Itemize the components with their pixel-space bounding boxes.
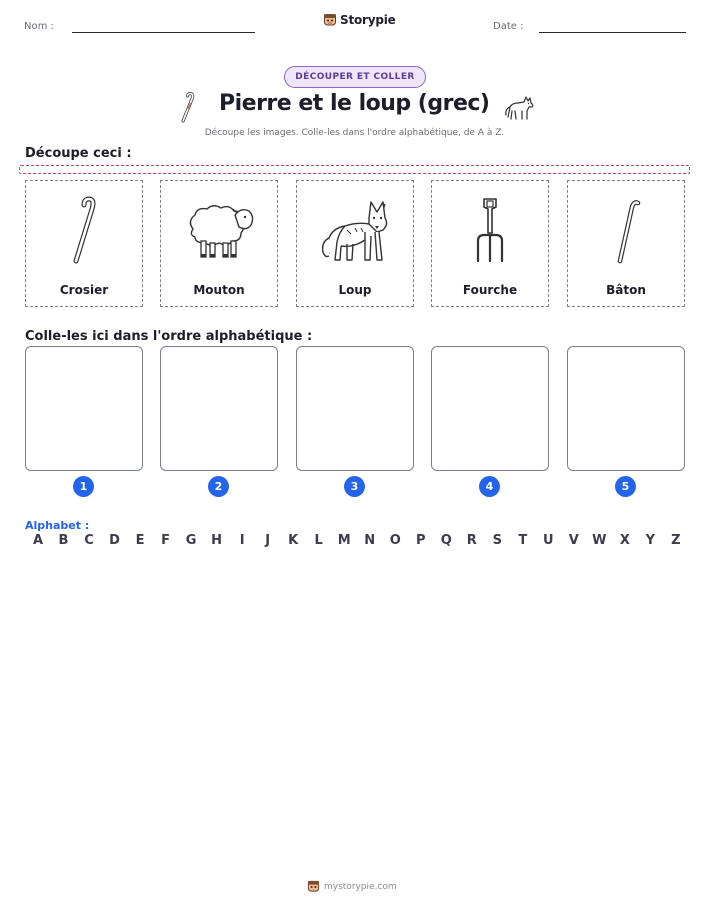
date-line[interactable] — [539, 32, 686, 33]
alphabet-letter: J — [265, 533, 271, 548]
alphabet-letter: V — [568, 533, 579, 548]
alphabet-letter: N — [364, 533, 376, 548]
instructions: Découpe les images. Colle-les dans l'ordre alphabétique, de A à Z. — [204, 128, 505, 138]
brand-name: Storypie — [340, 13, 396, 27]
alphabet-letter: K — [288, 533, 299, 548]
card-label: Mouton — [193, 283, 245, 297]
card-label: Loup — [338, 283, 372, 297]
name-line[interactable] — [72, 32, 255, 33]
alphabet-letter: F — [161, 533, 171, 548]
cut-card-fourche[interactable] — [431, 180, 549, 307]
wolf-icon — [502, 91, 536, 123]
number-badge: 5 — [615, 476, 636, 497]
pitchfork-icon — [470, 195, 510, 267]
alphabet-letter: U — [543, 533, 554, 548]
mascot-icon — [323, 13, 337, 27]
alphabet-letter: S — [492, 533, 502, 548]
cut-card-loup[interactable] — [296, 180, 414, 307]
alphabet-letter: X — [619, 533, 630, 548]
number-badge: 3 — [344, 476, 365, 497]
paste-box-1[interactable] — [25, 346, 143, 471]
cut-card-baton[interactable] — [567, 180, 685, 307]
alphabet-letter: T — [518, 533, 528, 548]
number-badge: 4 — [479, 476, 500, 497]
alphabet-title: Alphabet : — [25, 519, 90, 532]
paste-box-4[interactable] — [431, 346, 549, 471]
mascot-icon — [307, 880, 320, 893]
card-label: Fourche — [462, 283, 518, 297]
alphabet-letter: L — [314, 533, 323, 548]
paste-box-2[interactable] — [160, 346, 278, 471]
alphabet-letter: E — [135, 533, 145, 548]
alphabet-letter: M — [337, 533, 351, 548]
cut-card-mouton[interactable] — [160, 180, 278, 307]
staff-icon — [606, 195, 646, 267]
paste-box-3[interactable] — [296, 346, 414, 471]
alphabet-letter: R — [466, 533, 477, 548]
cut-card-crosier[interactable] — [25, 180, 143, 307]
cut-line — [19, 165, 690, 174]
alphabet-letter: G — [185, 533, 197, 548]
alphabet-letter: B — [58, 533, 69, 548]
alphabet-letter: A — [32, 533, 44, 548]
paste-section-title: Colle-les ici dans l'ordre alphabétique : — [25, 329, 313, 344]
paste-box-5[interactable] — [567, 346, 685, 471]
alphabet-letter: O — [389, 533, 401, 548]
crosier-icon — [178, 91, 200, 123]
number-badge: 1 — [73, 476, 94, 497]
card-label: Crosier — [59, 283, 109, 297]
cut-section-title: Découpe ceci : — [25, 146, 132, 161]
alphabet-letter: Y — [645, 533, 656, 548]
sheep-icon — [181, 199, 257, 263]
alphabet-letter: P — [415, 533, 426, 548]
name-label: Nom : — [24, 21, 54, 32]
crosier-icon — [64, 195, 104, 267]
alphabet-letter: Q — [440, 533, 452, 548]
alphabet-letter: H — [211, 533, 223, 548]
footer-site[interactable]: mystorypie.com — [324, 881, 397, 892]
alphabet-letter: I — [239, 533, 245, 548]
date-label: Date : — [493, 21, 524, 32]
alphabet-row — [27, 533, 687, 548]
title-row — [0, 91, 709, 125]
alphabet-letter: D — [109, 533, 120, 548]
footer — [307, 880, 397, 893]
alphabet-letter: Z — [671, 533, 681, 548]
alphabet-letter: C — [84, 533, 94, 548]
number-badge: 2 — [208, 476, 229, 497]
page-title: Pierre et le loup (grec) — [219, 91, 490, 116]
alphabet-letter: W — [592, 533, 607, 548]
activity-badge: DÉCOUPER ET COLLER — [284, 66, 426, 88]
storypie-logo — [323, 13, 396, 27]
wolf-icon — [317, 196, 393, 266]
card-label: Bâton — [606, 283, 646, 297]
